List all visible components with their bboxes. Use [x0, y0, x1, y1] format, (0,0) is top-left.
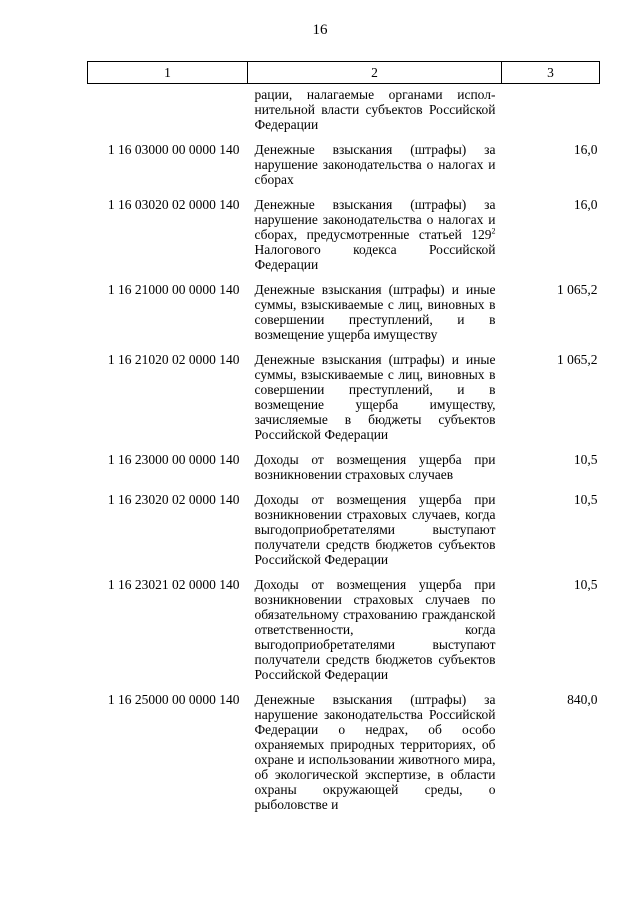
- row-code: 1 16 21000 00 0000 140: [107, 282, 240, 297]
- header-col-1: 1: [88, 62, 248, 84]
- row-name: Денежные взыскания (штрафы) за нарушение законодательства Российской Федерации о недрах, об особо охраняемых природных территориях, об охране и использовании животного мира, об экологической экспертизе, в области охраны окружающей среды, о рыболовстве и: [254, 692, 496, 812]
- row-amount: 10,5: [573, 452, 598, 467]
- row-name: рации, налагаемые органами исполнительной власти субъектов Российской Федерации: [254, 87, 496, 132]
- row-code: 1 16 25000 00 0000 140: [107, 692, 240, 707]
- row-code: [88, 84, 248, 143]
- table-row: [88, 197, 600, 282]
- row-code: 1 16 03020 02 0000 140: [107, 197, 240, 212]
- row-amount: [502, 84, 600, 143]
- row-code: 1 16 23020 02 0000 140: [107, 492, 240, 507]
- row-amount: 1 065,2: [557, 352, 598, 367]
- table-header-row: [88, 62, 600, 84]
- row-amount: 1 065,2: [557, 282, 598, 297]
- row-amount: 16,0: [573, 142, 598, 157]
- table-row: [88, 142, 600, 197]
- row-name: [248, 197, 502, 282]
- table-row: [88, 492, 600, 577]
- row-amount: 16,0: [573, 197, 598, 212]
- row-name: Доходы от возмещения ущерба при возникновении страховых случаев, когда выгодоприобретателями выступают получатели средств бюджетов субъектов Российской Федерации: [254, 492, 496, 567]
- row-name-text-end: Налогового кодекса Российской Федерации: [254, 242, 496, 272]
- table-row: [88, 352, 600, 452]
- header-col-3: 3: [502, 62, 600, 84]
- table-row: [88, 577, 600, 692]
- row-name: Денежные взыскания (штрафы) за нарушение законодательства о налогах и сборах: [254, 142, 496, 187]
- header-col-2: 2: [248, 62, 502, 84]
- page-number: 16: [312, 22, 328, 38]
- row-code: 1 16 03000 00 0000 140: [107, 142, 240, 157]
- row-name-text: Денежные взыскания (штрафы) за нарушение законодательства о налогах и сборах, предусмотренные статьей 129: [254, 197, 496, 242]
- table-row: [88, 452, 600, 492]
- row-name: Денежные взыскания (штрафы) и иные суммы, взыскиваемые с лиц, виновных в совершении преступлений, и в возмещение ущерба имуществу: [254, 282, 496, 342]
- superscript-index: 2: [491, 226, 496, 236]
- table-row: [88, 692, 600, 812]
- row-code: 1 16 23021 02 0000 140: [107, 577, 240, 592]
- table-row-continuation: [88, 84, 600, 143]
- row-code: 1 16 21020 02 0000 140: [107, 352, 240, 367]
- row-amount: 840,0: [567, 692, 598, 707]
- row-name: Денежные взыскания (штрафы) и иные суммы, взыскиваемые с лиц, виновных в совершении преступлений, и в возмещение ущерба имуществу, зачисляемые в бюджеты субъектов Российской Федерации: [254, 352, 496, 442]
- row-amount: 10,5: [573, 492, 598, 507]
- row-amount: 10,5: [573, 577, 598, 592]
- row-name: Доходы от возмещения ущерба при возникновении страховых случаев по обязательному страхованию гражданской ответственности, когда выгодоприобретателями выступают получатели средств бюджетов субъектов Российской Федерации: [254, 577, 496, 682]
- row-name: Доходы от возмещения ущерба при возникновении страховых случаев: [254, 452, 496, 482]
- row-code: 1 16 23000 00 0000 140: [107, 452, 240, 467]
- table-row: [88, 282, 600, 352]
- budget-revenue-table: [87, 61, 600, 812]
